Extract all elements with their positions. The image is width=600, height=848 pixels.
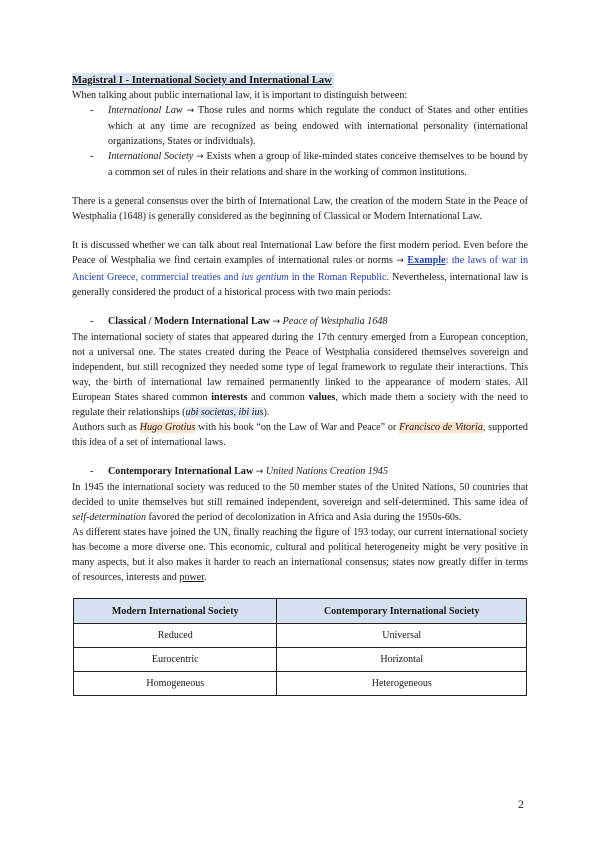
table-header: Modern International Society [74, 599, 277, 624]
table-header: Contemporary International Society [277, 599, 527, 624]
page-title: Magistral I - International Society and International Law [72, 73, 528, 88]
table-row [74, 672, 527, 696]
intro-text: When talking about public international law, it is important to distinguish between: [72, 90, 408, 102]
example-link[interactable]: Example [407, 255, 446, 267]
comparison-table [73, 598, 527, 696]
definition-item [108, 103, 528, 149]
contemporary-paragraph [72, 480, 528, 525]
heading-sub: United Nations Creation 1945 [265, 466, 388, 478]
definition-term: International Law [108, 105, 183, 117]
authors-paragraph [72, 420, 528, 450]
author-name: Francisco de Vitoria [399, 421, 483, 433]
bold-term: values [308, 391, 336, 403]
consensus-paragraph: There is a general consensus over the birth of International Law, the creation of the modern State in the Peace of Westphalia (1648) is generally considered as the beginning of Classical or Modern International Law. [72, 196, 528, 223]
table-cell: Eurocentric [74, 648, 277, 672]
text-run: The international society of states that appeared during the 17th century emerged from a European conception, not a universal one. The states created during the Peace of Westphalia considered themselves sovereign and independent, but still recognized they needed some type of legal framework to regulate their interactions. This way, the birth of international law remained permanently linked to the appearance of modern states. All European States shared common [72, 331, 528, 403]
table-row [74, 624, 527, 648]
page-number: 2 [518, 797, 524, 811]
heading-sub: Peace of Westphalia 1648 [282, 315, 388, 327]
table-cell: Reduced [74, 624, 277, 648]
text-run: Authors such as [72, 421, 140, 433]
latin-term: ius gentium [241, 271, 289, 283]
text-run: , which made them a society with the need to regulate their relationships ( [72, 391, 529, 418]
text-run: with his book “on the Law of War and Peace” or [195, 421, 400, 433]
author-name: Hugo Grotius [139, 421, 196, 433]
definition-text: Exists when a group of like-minded states conceive themselves to be bound by a common set of rules in their relations and share in the working of common institutions. [108, 151, 529, 179]
text-run: In 1945 the international society was reduced to the 50 member states of the United Nations, 50 countries that decided to unite themselves but still remained independent, sovereign and self-determined. This same idea of [72, 482, 528, 509]
arrow-icon: → [272, 316, 281, 327]
bold-term: interests [211, 391, 248, 403]
discussion-paragraph [72, 238, 528, 299]
contemporary-heading [72, 464, 528, 480]
table-cell: Horizontal [277, 648, 527, 672]
heading-label: Contemporary International Law [108, 466, 254, 478]
document-body [72, 73, 528, 696]
text-run: , supported this idea of a set of international laws. [72, 421, 528, 448]
arrow-icon: → [196, 152, 204, 163]
arrow-icon: → [396, 256, 404, 267]
arrow-icon: → [186, 106, 195, 117]
classical-heading [72, 314, 528, 330]
text-run: . [204, 572, 207, 584]
arrow-icon: → [255, 467, 264, 478]
definition-item [108, 149, 528, 180]
latin-phrase: ubi societas, ibi ius [185, 406, 264, 418]
text-run: favored the period of decolonization in Africa and Asia during the 1950s-60s. [146, 512, 462, 524]
heading-label: Classical / Modern International Law [108, 315, 271, 327]
table-cell: Universal [277, 624, 527, 648]
text-run: As different states have joined the UN, finally reaching the figure of 193 today, our current international society has become a more diverse one. This economic, cultural and political heterogeneity might be very positive in many aspects, but it also makes it harder to reach an international consensus; states now greatly differ in terms of resources, interests and [72, 527, 528, 584]
text-run: ). [263, 406, 270, 418]
text-run: in the Roman Republic. [288, 271, 390, 283]
text-run: : the laws of war in Ancient Greece, commercial treaties and [72, 255, 528, 283]
table-header-row [74, 599, 527, 624]
diversity-paragraph [72, 525, 528, 585]
classical-paragraph [72, 330, 528, 420]
text-run: and common [247, 391, 309, 403]
definition-list [72, 103, 528, 180]
definition-term: International Society [108, 151, 194, 163]
table-cell: Heterogeneous [277, 672, 527, 696]
underlined-term: power [179, 572, 205, 584]
italic-term: self-determination [72, 512, 147, 524]
table-row [74, 648, 527, 672]
text-run: It is discussed whether we can talk about real International Law before the first modern period. Even before the Peace of Westphalia we find certain examples of international rules or norms [72, 240, 528, 267]
table-cell: Homogeneous [74, 672, 277, 696]
definition-text: Those rules and norms which regulate the conduct of States and other entities which at any time are recognized as being endowed with international personality (international organizations, States or individuals). [108, 105, 528, 148]
text-run: Nevertheless, international law is generally considered the product of a historical process with two main periods: [72, 271, 528, 298]
